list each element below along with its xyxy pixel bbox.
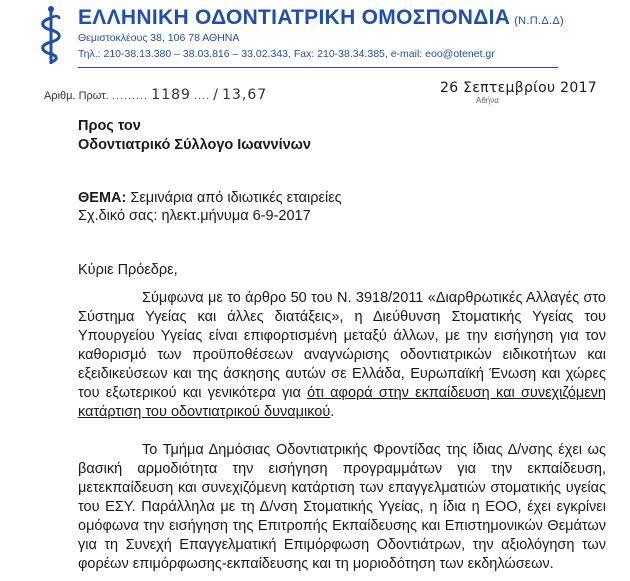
protocol-label: Αριθμ. Πρωτ. xyxy=(44,90,109,102)
paragraph-2: Το Τμήμα Δημόσιας Οδοντιατρικής Φροντίδας της ίδιας Δ/νσης έχει ως βασική αρμοδιότητα την εισήγηση προγραμμάτων για την εκπαίδευση, μετεκπαίδευση και συνεχιζόμενη κατάρτιση των επαγγελματιών στοματικής υγείας του ΕΣΥ. Παράλληλα με τη Δ/νση Στοματικής Υγείας, η ίδια η ΕΟΟ, έχει εγκρίνει ομόφωνα την εισήγηση της Επιτροπής Εκπαίδευσης και Επιστημονικών Θεμάτων για τη Συνεχή Επαγγελματική Επιμόρφωση Οδοντιάτρων, την αξιολόγηση των φορέων επιμόρφωσης-εκπαίδευσης και τη μοριοδότηση των εκδηλώσεων. xyxy=(78,442,606,572)
subject-label: ΘΕΜΑ: xyxy=(78,190,127,206)
reference-line xyxy=(78,208,311,224)
organization-title: ΕΛΛΗΝΙΚΗ ΟΔΟΝΤΙΑΤΡΙΚΗ ΟΜΟΣΠΟΝΔΙΑ xyxy=(78,6,511,29)
letterhead-divider xyxy=(78,67,558,68)
paragraph-1-end: . xyxy=(330,404,335,420)
organization-contact: Τηλ.: 210-38.13.380 – 38.03.816 – 33.02.343, Fax: 210-38.34.385, e-mail: eoo@otenet.gr xyxy=(78,48,495,60)
letter-place: Αθήνα xyxy=(476,96,499,105)
recipient-line-2: Οδοντιατρικό Σύλλογο Ιωαννίνων xyxy=(78,137,311,153)
organization-address: Θεμιστοκλέους 38, 106 78 ΑΘΗΝΑ xyxy=(78,32,240,44)
reference-text: ηλεκτ.μήνυμα 6-9-2017 xyxy=(161,208,311,224)
recipient-line-1: Προς τον xyxy=(78,118,141,134)
protocol-number xyxy=(44,87,267,103)
organization-abbreviation: (Ν.Π.Δ.Δ) xyxy=(514,15,564,27)
salutation: Κύριε Πρόεδρε, xyxy=(78,262,178,278)
subject-line xyxy=(78,190,342,206)
reference-label: Σχ.δικό σας: xyxy=(78,208,158,224)
paragraph-1-text: Σύμφωνα με το άρθρο 50 του Ν. 3918/2011 «Διαρθρωτικές Αλλαγές στο Σύστημα Υγείας και άλλες διατάξεις», η Διεύθυνση Στοματικής Υγείας του Υπουργείου Υγείας είναι επιφορτισμένη μεταξύ άλλων, με την εισήγηση για τον καθορισμό των προϋποθέσεων αναγνώρισης οδοντιατρικών ειδικοτήτων και εξειδικεύσεων και της άσκησης αυτών σε Ελλάδα, Ευρωπαϊκή Ένωση και χώρες του εξωτερικού και γενικότερα για xyxy=(78,290,606,401)
rod-of-asclepius-logo xyxy=(34,4,68,66)
letterhead xyxy=(34,4,594,70)
paragraph-1 xyxy=(78,289,606,422)
protocol-dots: ......... xyxy=(111,90,149,102)
protocol-code: 13,67 xyxy=(222,87,268,103)
protocol-separator: / xyxy=(213,87,220,103)
subject-text: Σεμινάρια από ιδιωτικές εταιρείες xyxy=(130,190,342,206)
protocol-number-value: 1189 xyxy=(151,87,191,103)
letter-date: 26 Σεπτεμβρίου 2017 xyxy=(440,80,598,96)
protocol-dots-2: .... xyxy=(194,90,211,102)
organization-name xyxy=(78,6,564,30)
paragraph-1-underlined: ότι αφορά στην εκπαίδευση και συνεχιζόμενη κατάρτιση του οδοντιατρικού δυναμικού xyxy=(78,385,606,420)
